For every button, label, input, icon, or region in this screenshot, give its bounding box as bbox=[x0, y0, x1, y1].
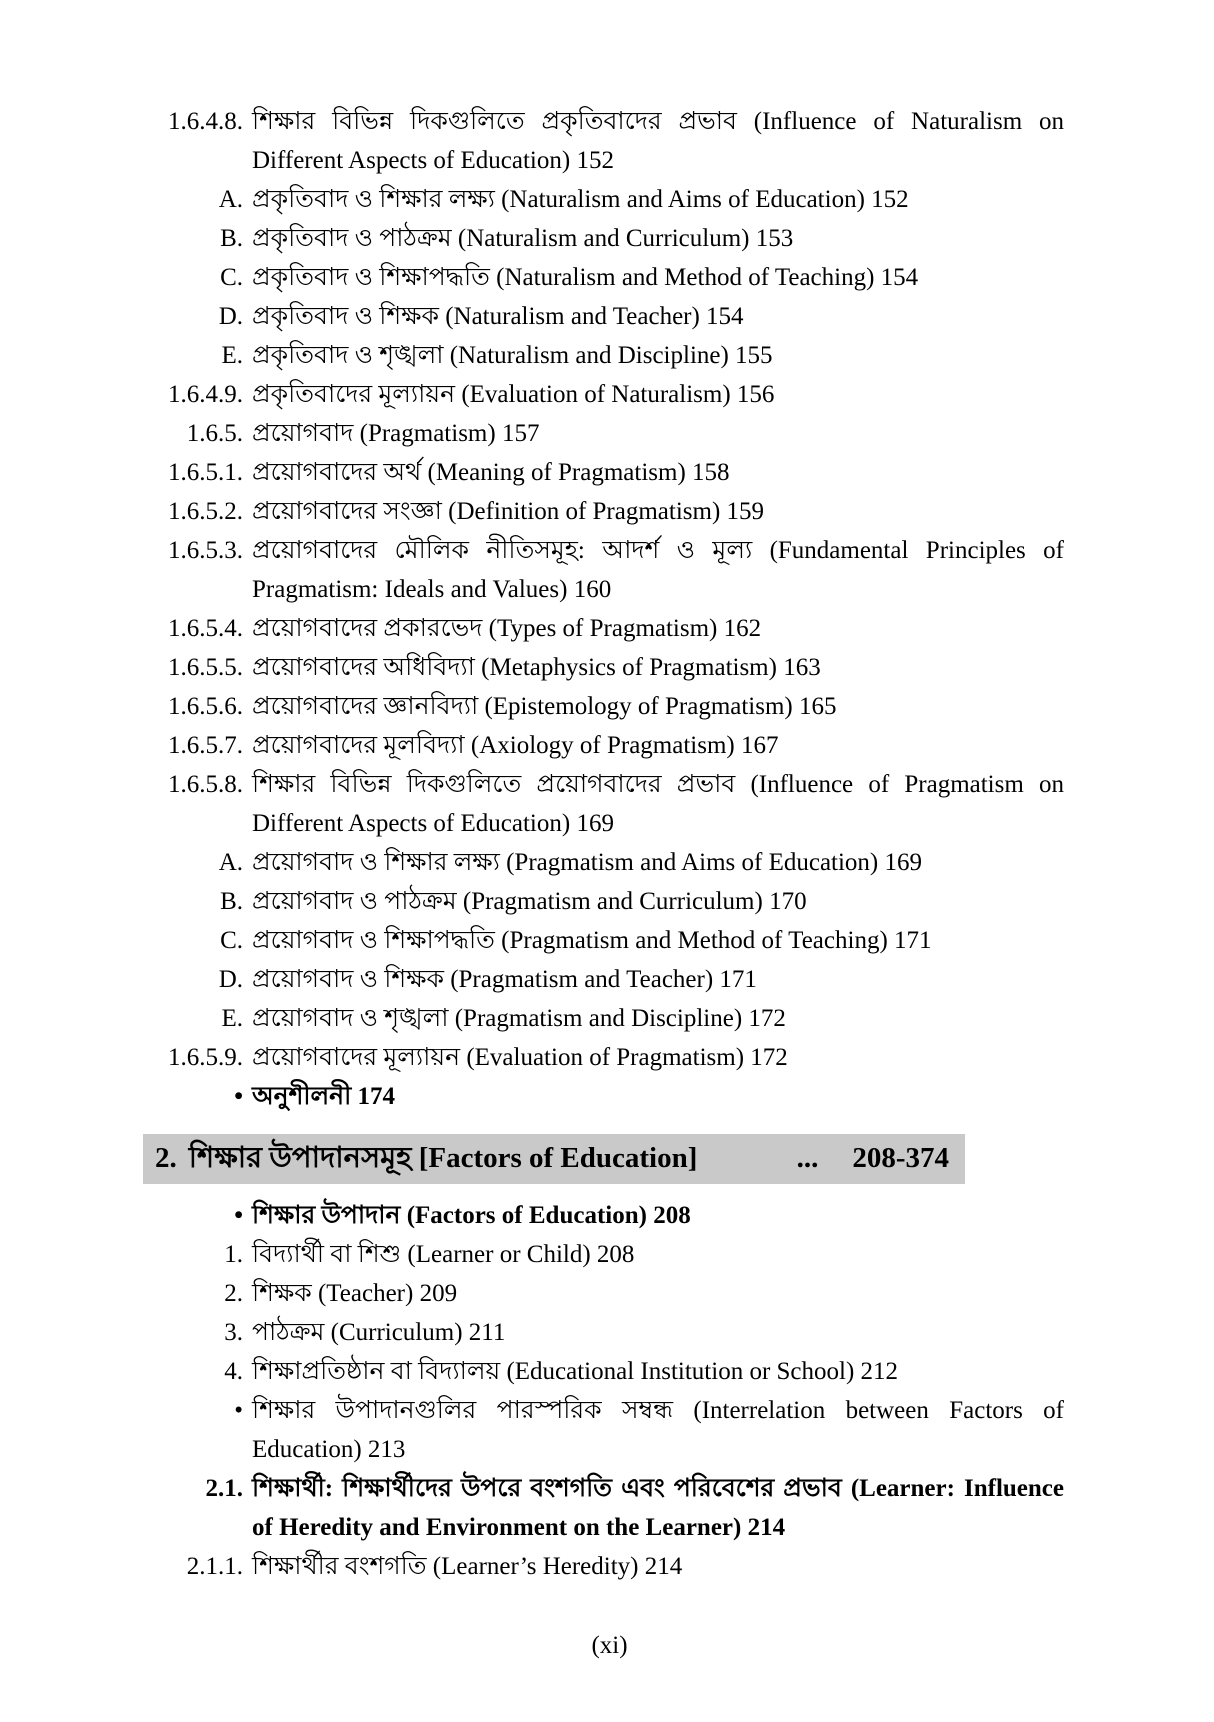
toc-row bbox=[155, 531, 1064, 609]
toc-row bbox=[155, 687, 1064, 726]
toc-entry-text: শিক্ষার বিভিন্ন দিকগুলিতে প্রয়োগবাদের প্রভাব (Influence of Pragmatism on Different Aspects of Education) 169 bbox=[252, 771, 1064, 837]
toc-entry-number: C. bbox=[220, 264, 243, 291]
toc-row bbox=[155, 1547, 1064, 1586]
section-leader-dots: ... bbox=[796, 1142, 819, 1174]
toc-entry-number: D. bbox=[218, 303, 243, 330]
toc-entry-text: প্রয়োগবাদের মৌলিক নীতিসমূহ: আদর্শ ও মূল্য (Fundamental Principles of Pragmatism: Ideals and Values) 160 bbox=[252, 537, 1064, 603]
page-number: (xi) bbox=[591, 1632, 628, 1659]
toc-entry-text: প্রয়োগবাদ ও শৃঙ্খলা (Pragmatism and Discipline) 172 bbox=[252, 1005, 786, 1032]
toc-entry-text: প্রয়োগবাদের জ্ঞানবিদ্যা (Epistemology of Pragmatism) 165 bbox=[252, 693, 837, 720]
toc-entry-text: প্রয়োগবাদ ও শিক্ষাপদ্ধতি (Pragmatism and Method of Teaching) 171 bbox=[252, 927, 932, 954]
toc-entry-text: বিদ্যার্থী বা শিশু (Learner or Child) 208 bbox=[252, 1241, 635, 1268]
toc-entry-number: 1.6.5.5. bbox=[168, 654, 243, 681]
toc-row bbox=[155, 453, 1064, 492]
toc-row bbox=[155, 921, 1064, 960]
toc-entry-text: শিক্ষক (Teacher) 209 bbox=[252, 1280, 458, 1307]
toc-row bbox=[155, 102, 1064, 180]
toc-entry-text: প্রকৃতিবাদের মূল্যায়ন (Evaluation of Naturalism) 156 bbox=[252, 381, 775, 408]
toc-entry-number: B. bbox=[220, 225, 243, 252]
toc-entry-text: প্রয়োগবাদের প্রকারভেদ (Types of Pragmatism) 162 bbox=[252, 615, 762, 642]
toc-row bbox=[155, 336, 1064, 375]
toc-entry-number: 2.1. bbox=[205, 1475, 243, 1502]
toc-entry-number: 1.6.5.2. bbox=[168, 498, 243, 525]
toc-row bbox=[155, 1077, 1064, 1116]
toc-entry-number: 1.6.4.9. bbox=[168, 381, 243, 408]
toc-row bbox=[155, 297, 1064, 336]
toc-list-part2 bbox=[155, 1196, 1064, 1586]
toc-entry-number: 1.6.5.9. bbox=[168, 1044, 243, 1071]
toc-row bbox=[155, 882, 1064, 921]
toc-entry-text: শিক্ষার্থী: শিক্ষার্থীদের উপরে বংশগতি এবং পরিবেশের প্রভাব (Learner: Influence of Heredity and Environment on the Learner) 214 bbox=[252, 1475, 1064, 1541]
toc-entry-text: শিক্ষাপ্রতিষ্ঠান বা বিদ্যালয় (Educational Institution or School) 212 bbox=[252, 1358, 899, 1385]
toc-entry-number: 1.6.5.7. bbox=[168, 732, 243, 759]
toc-entry-number: 1.6.5.8. bbox=[168, 771, 243, 798]
toc-row bbox=[155, 1313, 1064, 1352]
toc-entry-text: প্রয়োগবাদের অধিবিদ্যা (Metaphysics of Pragmatism) 163 bbox=[252, 654, 821, 681]
toc-row bbox=[155, 258, 1064, 297]
toc-entry-number: E. bbox=[221, 1005, 243, 1032]
toc-entry-text: শিক্ষার বিভিন্ন দিকগুলিতে প্রকৃতিবাদের প্রভাব (Influence of Naturalism on Different Aspects of Education) 152 bbox=[252, 108, 1064, 174]
toc-entry-text: প্রয়োগবাদ ও শিক্ষক (Pragmatism and Teacher) 171 bbox=[252, 966, 757, 993]
toc-row bbox=[155, 960, 1064, 999]
toc-entry-text: প্রয়োগবাদ ও পাঠক্রম (Pragmatism and Curriculum) 170 bbox=[252, 888, 807, 915]
toc-entry-number: A. bbox=[218, 849, 243, 876]
toc-row bbox=[155, 1391, 1064, 1469]
section-number: 2. bbox=[155, 1142, 177, 1174]
toc-entry-text: প্রয়োগবাদের মূল্যায়ন (Evaluation of Pragmatism) 172 bbox=[252, 1044, 788, 1071]
toc-entry-number: 1.6.5. bbox=[186, 420, 243, 447]
toc-entry-number: 2.1.1. bbox=[186, 1553, 243, 1580]
toc-entry-text: অনুশীলনী 174 bbox=[252, 1083, 395, 1110]
toc-row bbox=[155, 375, 1064, 414]
toc-entry-number: • bbox=[234, 1083, 243, 1110]
toc-row bbox=[155, 999, 1064, 1038]
toc-row bbox=[155, 219, 1064, 258]
toc-entry-text: প্রয়োগবাদের অর্থ (Meaning of Pragmatism) 158 bbox=[252, 459, 730, 486]
toc-row bbox=[155, 1274, 1064, 1313]
toc-entry-number: 1.6.5.3. bbox=[168, 537, 243, 564]
toc-entry-number: 3. bbox=[224, 1319, 243, 1346]
toc-row bbox=[155, 765, 1064, 843]
toc-list-part1 bbox=[155, 102, 1064, 1116]
toc-entry-text: পাঠক্রম (Curriculum) 211 bbox=[252, 1319, 506, 1346]
toc-entry-text: প্রয়োগবাদের সংজ্ঞা (Definition of Pragmatism) 159 bbox=[252, 498, 765, 525]
toc-entry-text: প্রকৃতিবাদ ও শিক্ষার লক্ষ্য (Naturalism and Aims of Education) 152 bbox=[252, 186, 909, 213]
toc-entry-number: E. bbox=[221, 342, 243, 369]
toc-entry-text: প্রয়োগবাদ (Pragmatism) 157 bbox=[252, 420, 540, 447]
toc-row bbox=[155, 414, 1064, 453]
toc-row bbox=[155, 1038, 1064, 1077]
toc-row bbox=[155, 1196, 1064, 1235]
toc-entry-number: • bbox=[234, 1202, 243, 1229]
toc-row bbox=[155, 726, 1064, 765]
toc-entry-number: 4. bbox=[224, 1358, 243, 1385]
toc-row bbox=[155, 180, 1064, 219]
toc-entry-number: D. bbox=[218, 966, 243, 993]
toc-entry-number: A. bbox=[218, 186, 243, 213]
toc-row bbox=[155, 1352, 1064, 1391]
section-title: শিক্ষার উপাদানসমূহ [Factors of Education] bbox=[188, 1142, 698, 1174]
toc-row bbox=[155, 609, 1064, 648]
toc-entry-number: 1.6.5.4. bbox=[168, 615, 243, 642]
toc-entry-number: C. bbox=[220, 927, 243, 954]
toc-entry-text: শিক্ষার্থীর বংশগতি (Learner’s Heredity) 214 bbox=[252, 1553, 683, 1580]
section-page-range: 208-374 bbox=[852, 1142, 949, 1174]
toc-entry-text: প্রয়োগবাদের মূলবিদ্যা (Axiology of Pragmatism) 167 bbox=[252, 732, 779, 759]
toc-entry-text: প্রকৃতিবাদ ও শিক্ষাপদ্ধতি (Naturalism and Method of Teaching) 154 bbox=[252, 264, 919, 291]
toc-row bbox=[155, 1469, 1064, 1547]
toc-row bbox=[155, 1235, 1064, 1274]
toc-entry-text: শিক্ষার উপাদান (Factors of Education) 208 bbox=[252, 1202, 691, 1229]
toc-entry-number: 1.6.4.8. bbox=[168, 108, 243, 135]
toc-entry-text: শিক্ষার উপাদানগুলির পারস্পরিক সম্বন্ধ (Interrelation between Factors of Education) 213 bbox=[252, 1397, 1064, 1463]
toc-entry-text: প্রকৃতিবাদ ও পাঠক্রম (Naturalism and Curriculum) 153 bbox=[252, 225, 794, 252]
toc-row bbox=[155, 648, 1064, 687]
toc-entry-text: প্রয়োগবাদ ও শিক্ষার লক্ষ্য (Pragmatism and Aims of Education) 169 bbox=[252, 849, 923, 876]
toc-entry-number: 1.6.5.1. bbox=[168, 459, 243, 486]
toc-entry-number: 1. bbox=[224, 1241, 243, 1268]
toc-entry-number: 2. bbox=[224, 1280, 243, 1307]
toc-entry-text: প্রকৃতিবাদ ও শৃঙ্খলা (Naturalism and Discipline) 155 bbox=[252, 342, 773, 369]
toc-entry-number: • bbox=[234, 1397, 243, 1424]
toc-entry-number: 1.6.5.6. bbox=[168, 693, 243, 720]
section-heading-band bbox=[143, 1134, 965, 1184]
toc-row bbox=[155, 492, 1064, 531]
toc-entry-text: প্রকৃতিবাদ ও শিক্ষক (Naturalism and Teacher) 154 bbox=[252, 303, 744, 330]
toc-entry-number: B. bbox=[220, 888, 243, 915]
toc-row bbox=[155, 843, 1064, 882]
